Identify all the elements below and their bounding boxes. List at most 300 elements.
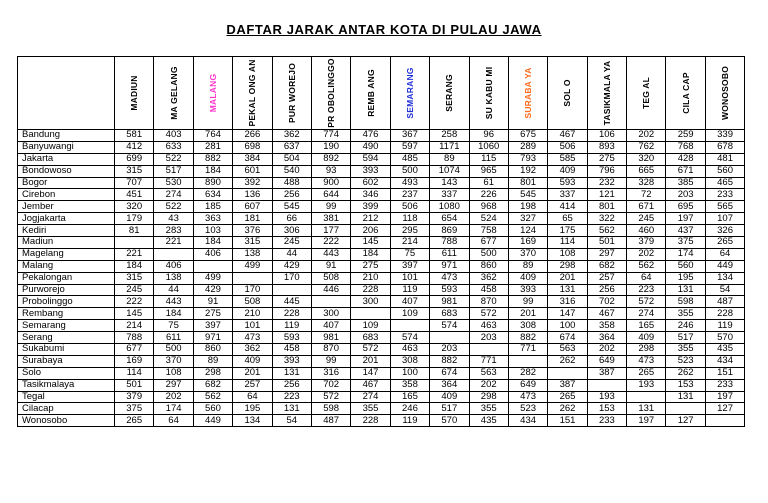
distance-cell	[390, 320, 429, 332]
distance-cell: 570	[705, 332, 744, 344]
column-header-label: SURABA YA	[523, 67, 534, 119]
distance-cell: 175	[548, 225, 587, 237]
distance-cell: 108	[154, 367, 193, 379]
distance-cell: 488	[272, 177, 311, 189]
distance-cell: 259	[666, 130, 705, 142]
distance-cell: 233	[705, 379, 744, 391]
column-header-label: CILA CAP	[680, 72, 691, 114]
table-row	[18, 189, 745, 201]
distance-cell: 136	[233, 189, 272, 201]
distance-cell: 195	[233, 403, 272, 415]
table-row	[18, 415, 745, 427]
distance-cell: 202	[469, 379, 508, 391]
distance-cell: 233	[587, 415, 626, 427]
distance-cell: 683	[430, 308, 469, 320]
distance-cell: 882	[193, 153, 232, 165]
distance-cell: 1080	[430, 201, 469, 213]
city-name-cell: Kediri	[18, 225, 115, 237]
city-name-cell: Tasikmalaya	[18, 379, 115, 391]
column-header	[233, 57, 272, 130]
distance-cell: 147	[351, 367, 390, 379]
column-header-label: SEMARANG	[404, 67, 415, 119]
distance-cell: 381	[311, 213, 350, 225]
column-header	[666, 57, 705, 130]
distance-cell: 256	[587, 284, 626, 296]
distance-cell: 463	[469, 320, 508, 332]
city-name-cell: Solo	[18, 367, 115, 379]
distance-cell: 500	[390, 165, 429, 177]
distance-cell: 197	[666, 213, 705, 225]
distance-cell: 266	[233, 130, 272, 142]
distance-cell: 99	[508, 296, 547, 308]
city-name-cell: Magelang	[18, 248, 115, 260]
distance-cell: 882	[508, 332, 547, 344]
distance-cell: 138	[154, 272, 193, 284]
distance-cell: 265	[548, 391, 587, 403]
distance-cell: 210	[351, 272, 390, 284]
distance-cell: 593	[430, 284, 469, 296]
distance-cell: 201	[548, 272, 587, 284]
distance-cell: 397	[193, 320, 232, 332]
distance-cell	[351, 308, 390, 320]
distance-cell: 197	[705, 391, 744, 403]
distance-cell: 572	[627, 296, 666, 308]
column-header-label: MA GELANG	[168, 66, 179, 120]
distance-cell: 131	[272, 403, 311, 415]
distance-cell: 560	[666, 260, 705, 272]
distance-cell: 327	[508, 213, 547, 225]
table-row	[18, 130, 745, 142]
distance-cell: 245	[627, 213, 666, 225]
distance-cell: 210	[233, 308, 272, 320]
distance-cell: 214	[115, 320, 154, 332]
distance-cell: 44	[154, 284, 193, 296]
distance-cell: 298	[193, 367, 232, 379]
column-header-label: TEG AL	[641, 76, 652, 110]
table-row	[18, 355, 745, 367]
distance-cell: 206	[351, 225, 390, 237]
distance-cell: 265	[705, 237, 744, 249]
distance-cell: 671	[666, 165, 705, 177]
column-header	[390, 57, 429, 130]
distance-cell: 124	[508, 225, 547, 237]
distance-cell: 434	[705, 355, 744, 367]
distance-cell: 649	[508, 379, 547, 391]
distance-cell: 370	[508, 248, 547, 260]
distance-cell: 387	[548, 379, 587, 391]
distance-cell: 435	[469, 415, 508, 427]
distance-cell: 409	[627, 332, 666, 344]
distance-cell: 315	[115, 272, 154, 284]
distance-cell: 185	[193, 201, 232, 213]
distance-cell: 179	[115, 213, 154, 225]
distance-cell: 298	[627, 344, 666, 356]
distance-cell: 232	[587, 177, 626, 189]
distance-cell: 487	[705, 296, 744, 308]
distance-cell: 169	[115, 355, 154, 367]
distance-cell: 75	[154, 320, 193, 332]
distance-cell: 572	[311, 391, 350, 403]
distance-cell: 222	[115, 296, 154, 308]
distance-cell: 399	[351, 201, 390, 213]
column-header-label: WONOSOBO	[720, 65, 731, 121]
distance-cell: 602	[351, 177, 390, 189]
city-name-cell: Purworejo	[18, 284, 115, 296]
distance-cell: 100	[548, 320, 587, 332]
distance-cell: 524	[469, 213, 508, 225]
table-row	[18, 403, 745, 415]
distance-cell: 674	[548, 332, 587, 344]
distance-cell: 297	[154, 379, 193, 391]
table-row	[18, 391, 745, 403]
distance-cell: 131	[666, 391, 705, 403]
distance-cell: 101	[233, 320, 272, 332]
distance-cell: 64	[233, 391, 272, 403]
distance-cell: 315	[233, 237, 272, 249]
distance-cell: 81	[115, 225, 154, 237]
distance-cell: 138	[233, 248, 272, 260]
distance-cell: 870	[469, 296, 508, 308]
distance-cell: 506	[390, 201, 429, 213]
distance-cell: 968	[469, 201, 508, 213]
distance-cell: 504	[272, 153, 311, 165]
distance-cell: 184	[115, 260, 154, 272]
distance-cell: 607	[233, 201, 272, 213]
distance-cell: 437	[666, 225, 705, 237]
column-header	[154, 57, 193, 130]
distance-cell: 358	[587, 320, 626, 332]
distance-cell: 89	[430, 153, 469, 165]
distance-cell: 890	[193, 177, 232, 189]
distance-cell: 428	[666, 153, 705, 165]
distance-cell: 499	[233, 260, 272, 272]
distance-cell: 882	[430, 355, 469, 367]
distance-cell: 403	[154, 130, 193, 142]
distance-cell: 485	[390, 153, 429, 165]
distance-cell: 306	[272, 225, 311, 237]
distance-cell: 153	[587, 403, 626, 415]
distance-cell: 467	[587, 308, 626, 320]
distance-cell: 593	[548, 177, 587, 189]
city-name-cell: Sukabumi	[18, 344, 115, 356]
distance-cell: 545	[272, 201, 311, 213]
distance-cell: 501	[587, 237, 626, 249]
distance-cell: 275	[587, 153, 626, 165]
distance-cell: 893	[587, 141, 626, 153]
distance-cell: 981	[311, 332, 350, 344]
distance-cell: 362	[272, 130, 311, 142]
distance-cell: 257	[233, 379, 272, 391]
distance-cell: 601	[233, 165, 272, 177]
distance-cell: 771	[508, 344, 547, 356]
distance-cell: 409	[508, 272, 547, 284]
distance-cell: 131	[627, 403, 666, 415]
distance-cell: 644	[311, 189, 350, 201]
distance-cell	[705, 415, 744, 427]
distance-cell: 506	[548, 141, 587, 153]
distance-cell: 202	[587, 344, 626, 356]
distance-cell: 434	[508, 415, 547, 427]
distance-cell: 465	[705, 177, 744, 189]
distance-cell: 91	[311, 260, 350, 272]
city-name-cell: Bondowoso	[18, 165, 115, 177]
distance-cell: 593	[272, 332, 311, 344]
distance-cell	[430, 332, 469, 344]
city-name-cell: Serang	[18, 332, 115, 344]
distance-cell	[233, 272, 272, 284]
distance-cell: 572	[351, 344, 390, 356]
column-header-label: PR OBOLINGGO	[326, 58, 337, 128]
column-header	[115, 57, 154, 130]
distance-cell: 193	[587, 391, 626, 403]
distance-cell: 473	[508, 391, 547, 403]
table-row	[18, 344, 745, 356]
distance-cell: 103	[193, 225, 232, 237]
distance-cell: 449	[705, 260, 744, 272]
city-name-cell: Banyuwangi	[18, 141, 115, 153]
distance-cell: 203	[469, 332, 508, 344]
distance-cell: 96	[469, 130, 508, 142]
distance-cell: 682	[193, 379, 232, 391]
distance-cell: 793	[508, 153, 547, 165]
distance-cell: 66	[272, 213, 311, 225]
distance-cell: 195	[666, 272, 705, 284]
distance-cell: 574	[430, 320, 469, 332]
distance-cell: 316	[311, 367, 350, 379]
distance-cell: 355	[351, 403, 390, 415]
distance-cell: 61	[469, 177, 508, 189]
distance-cell: 121	[587, 189, 626, 201]
distance-cell: 500	[154, 344, 193, 356]
distance-cell: 362	[233, 344, 272, 356]
distance-cell: 300	[311, 308, 350, 320]
column-header	[351, 57, 390, 130]
distance-cell: 107	[705, 213, 744, 225]
distance-cell: 300	[351, 296, 390, 308]
distance-cell: 860	[193, 344, 232, 356]
distance-cell: 367	[390, 130, 429, 142]
distance-cell	[115, 237, 154, 249]
distance-cell: 93	[311, 165, 350, 177]
distance-cell: 275	[193, 308, 232, 320]
column-header-label: MALANG	[207, 73, 218, 113]
column-header-label: PUR WOREJO	[286, 62, 297, 124]
distance-cell: 262	[548, 403, 587, 415]
distance-cell: 860	[469, 260, 508, 272]
distance-cell	[311, 296, 350, 308]
distance-cell: 393	[272, 355, 311, 367]
distance-cell: 174	[154, 403, 193, 415]
distance-cell: 870	[311, 344, 350, 356]
distance-cell: 355	[666, 308, 705, 320]
distance-cell: 298	[469, 391, 508, 403]
distance-cell: 523	[508, 403, 547, 415]
distance-cell: 695	[666, 201, 705, 213]
distance-cell: 295	[390, 225, 429, 237]
city-name-cell: Semarang	[18, 320, 115, 332]
distance-cell: 637	[272, 141, 311, 153]
column-header	[311, 57, 350, 130]
distance-table	[17, 56, 745, 427]
distance-cell: 649	[587, 355, 626, 367]
distance-cell: 257	[587, 272, 626, 284]
distance-cell: 106	[587, 130, 626, 142]
city-name-cell: Rembang	[18, 308, 115, 320]
distance-cell: 387	[587, 367, 626, 379]
distance-cell: 487	[311, 415, 350, 427]
distance-cell: 699	[115, 153, 154, 165]
distance-cell: 900	[311, 177, 350, 189]
distance-cell: 202	[627, 130, 666, 142]
distance-cell: 131	[272, 367, 311, 379]
distance-cell: 99	[311, 355, 350, 367]
distance-cell: 315	[115, 165, 154, 177]
table-row	[18, 237, 745, 249]
distance-cell: 198	[508, 201, 547, 213]
distance-cell: 131	[548, 284, 587, 296]
distance-cell: 702	[311, 379, 350, 391]
distance-cell: 965	[469, 165, 508, 177]
distance-cell	[666, 403, 705, 415]
city-name-cell: Pekalongan	[18, 272, 115, 284]
distance-cell: 43	[154, 213, 193, 225]
distance-cell: 473	[233, 332, 272, 344]
distance-cell: 892	[311, 153, 350, 165]
distance-cell: 143	[430, 177, 469, 189]
distance-cell: 297	[587, 248, 626, 260]
column-header	[508, 57, 547, 130]
distance-cell: 221	[115, 248, 154, 260]
page-title: DAFTAR JARAK ANTAR KOTA DI PULAU JAWA	[226, 22, 542, 37]
distance-cell: 467	[548, 130, 587, 142]
table-row	[18, 367, 745, 379]
distance-cell: 184	[193, 237, 232, 249]
distance-cell: 274	[351, 391, 390, 403]
distance-cell: 771	[469, 355, 508, 367]
column-header	[627, 57, 666, 130]
distance-cell: 75	[390, 248, 429, 260]
distance-cell: 674	[430, 367, 469, 379]
distance-cell: 72	[627, 189, 666, 201]
distance-cell: 214	[390, 237, 429, 249]
distance-cell: 237	[390, 189, 429, 201]
distance-cell: 197	[627, 415, 666, 427]
distance-cell: 308	[390, 355, 429, 367]
column-header	[548, 57, 587, 130]
distance-cell: 165	[390, 391, 429, 403]
distance-cell: 1074	[430, 165, 469, 177]
city-name-cell: Wonosobo	[18, 415, 115, 427]
distance-cell: 151	[705, 367, 744, 379]
distance-cell: 409	[430, 391, 469, 403]
distance-cell: 562	[627, 260, 666, 272]
distance-cell: 127	[666, 415, 705, 427]
distance-cell: 181	[233, 213, 272, 225]
table-row	[18, 320, 745, 332]
distance-cell: 64	[154, 415, 193, 427]
column-header	[587, 57, 626, 130]
distance-cell: 774	[311, 130, 350, 142]
distance-cell: 258	[430, 130, 469, 142]
distance-cell: 101	[390, 272, 429, 284]
distance-cell: 184	[193, 165, 232, 177]
distance-cell: 971	[193, 332, 232, 344]
distance-cell	[548, 367, 587, 379]
distance-cell: 406	[154, 260, 193, 272]
distance-cell: 788	[430, 237, 469, 249]
distance-cell: 177	[311, 225, 350, 237]
distance-cell: 560	[193, 403, 232, 415]
distance-cell: 540	[272, 165, 311, 177]
column-header-label: PEKAL ONG AN	[247, 59, 258, 127]
distance-cell: 971	[430, 260, 469, 272]
distance-cell: 192	[508, 165, 547, 177]
distance-cell: 467	[351, 379, 390, 391]
distance-cell: 170	[233, 284, 272, 296]
distance-cell: 114	[115, 367, 154, 379]
distance-cell: 184	[154, 308, 193, 320]
distance-cell: 517	[154, 165, 193, 177]
distance-cell: 64	[627, 272, 666, 284]
distance-cell: 119	[390, 284, 429, 296]
distance-cell: 364	[587, 332, 626, 344]
distance-cell: 115	[469, 153, 508, 165]
city-name-cell: Bandung	[18, 130, 115, 142]
distance-cell: 262	[548, 355, 587, 367]
distance-cell: 634	[193, 189, 232, 201]
distance-cell: 370	[154, 355, 193, 367]
column-header	[193, 57, 232, 130]
city-name-cell: Malang	[18, 260, 115, 272]
city-name-cell: Jakarta	[18, 153, 115, 165]
distance-cell: 598	[311, 403, 350, 415]
distance-cell: 508	[233, 296, 272, 308]
distance-cell: 91	[193, 296, 232, 308]
distance-cell: 320	[627, 153, 666, 165]
distance-cell: 355	[469, 403, 508, 415]
distance-cell: 665	[627, 165, 666, 177]
distance-cell: 262	[666, 367, 705, 379]
distance-cell: 320	[115, 201, 154, 213]
distance-cell: 281	[193, 141, 232, 153]
distance-cell: 274	[627, 308, 666, 320]
header-row	[18, 57, 745, 130]
distance-cell: 458	[469, 284, 508, 296]
distance-cell: 364	[430, 379, 469, 391]
distance-cell	[508, 355, 547, 367]
distance-cell: 429	[193, 284, 232, 296]
distance-cell: 109	[351, 320, 390, 332]
distance-cell: 153	[666, 379, 705, 391]
distance-cell: 677	[115, 344, 154, 356]
distance-cell: 246	[390, 403, 429, 415]
distance-cell: 407	[390, 296, 429, 308]
distance-cell: 598	[666, 296, 705, 308]
column-header-label: MADIUN	[129, 75, 140, 111]
distance-cell: 131	[666, 284, 705, 296]
distance-cell: 275	[351, 260, 390, 272]
distance-cell: 379	[627, 237, 666, 249]
distance-cell: 362	[469, 272, 508, 284]
table-row	[18, 260, 745, 272]
distance-cell: 169	[508, 237, 547, 249]
distance-cell: 283	[154, 225, 193, 237]
distance-cell: 597	[390, 141, 429, 153]
city-name-cell: Tegal	[18, 391, 115, 403]
distance-cell: 201	[233, 367, 272, 379]
table-row	[18, 296, 745, 308]
distance-cell: 562	[193, 391, 232, 403]
